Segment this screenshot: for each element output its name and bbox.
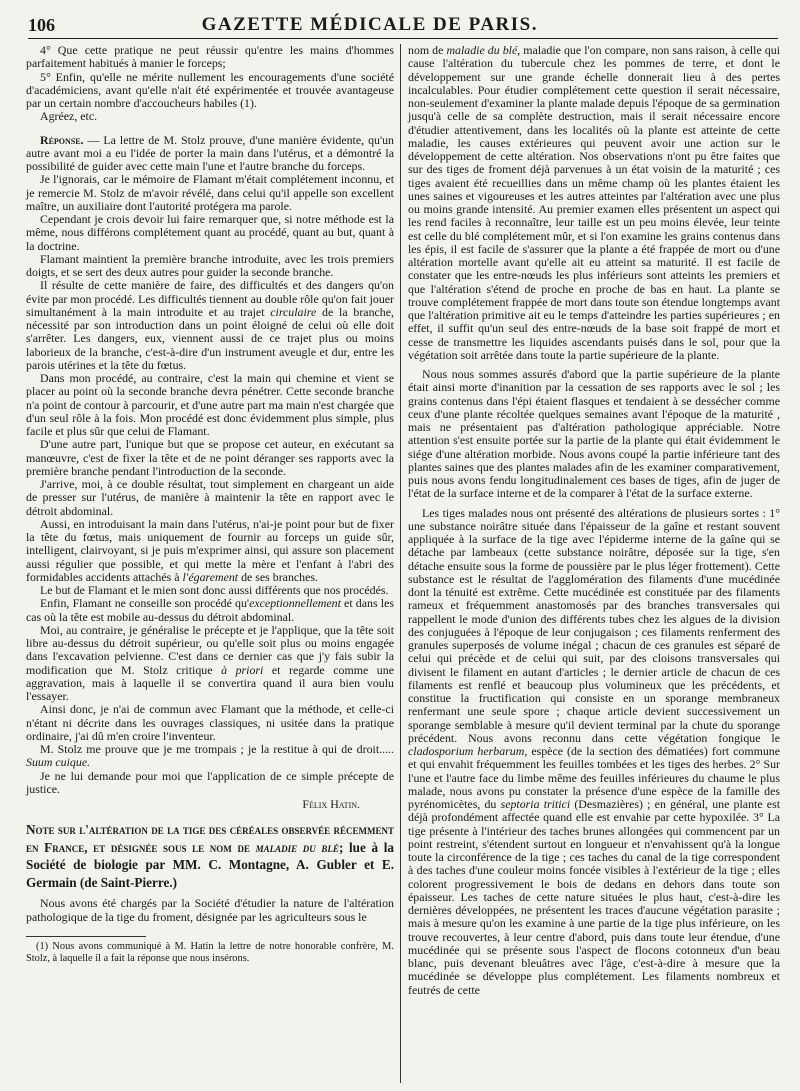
italic-run: à priori bbox=[221, 662, 264, 677]
column-rule bbox=[400, 44, 401, 1083]
text-run: de la branche, nécessité par son introduction dans un point éloigné de celui où elle doit s'arrêter. Les dangers, eux, viennent aussi de ce trajet plus ou moins laborieux de la branche, c'est-à-dire d'un instrument aveugle et dur, entre les parois utérines et la tête du fœtus. bbox=[26, 304, 394, 372]
paragraph: Je ne lui demande pour moi que l'application de ce simple précepte de justice. bbox=[26, 768, 394, 796]
paragraph bbox=[408, 507, 780, 997]
response-paragraph bbox=[26, 134, 394, 174]
paragraph: Flamant maintient la première branche introduite, avec les trois premiers doigts, et se sert des deux autres pour guider la seconde branche. bbox=[26, 251, 394, 279]
paragraph: Ainsi donc, je n'ai de commun avec Flamant que la méthode, et celle-ci n'étant ni décrite dans les ouvrages classiques, ni usitée dans la pratique ordinaire, j'ai dû m'en croire l'inventeur. bbox=[26, 702, 394, 743]
paragraph: Je l'ignorais, car le mémoire de Flamant m'était complétement inconnu, et je remercie M. Stolz de m'avoir révélé, dans celui qu'il appelle son excellent maître, un auxiliaire dont l'autorité protégera ma parole. bbox=[26, 172, 394, 213]
footnote-rule bbox=[26, 936, 146, 937]
page-header bbox=[28, 12, 778, 39]
page-number: 106 bbox=[28, 15, 55, 35]
text-run: (Desmazières) ; en général, une plante est déjà profondément affectée quand elle est envahie par cette hypoxilée. 3° La tige présente à l'intérieur des taches brunes allongées qui commencent par un point restreint, s'étendent surtout en longueur et n'envahissent qu'à la longue toute la circonférence de la tige ; ces taches du canal de la tige correspondent à des taches d'une couleur moins foncée visibles à l'extérieur de la tige ; elles colorent progressivement le bois de dedans en dehors dans toute son épaisseur. Les taches de cette nature situées le plus haut, c'est-à-dire les dernières développées, ne présentent les traces d'aucune végétation parasite ; mais à mesure qu'on les examine à une partie de la tige plus inférieure, on les trouve recouvertes, à leur centre d'abord, puis dans toute leur étendue, d'une mucédinée qui se présente sous l'aspect de flocons cotonneux d'un beau blanc, puis devenant bleuâtres avec l'âge, c'est-à-dire à mesure que la mucédinée se développe plus complétement. Les filaments nombreux et feutrés de cette bbox=[408, 797, 780, 997]
italic-run: cladosporium herbarum bbox=[408, 744, 525, 758]
paragraph: D'une autre part, l'unique but que se propose cet auteur, en exécutant sa manœuvre, c'est de fixer la tête et de ne point déranger ses rapports avec la première branche pendant l'introduction de la seconde. bbox=[26, 437, 394, 478]
footnote: (1) Nous avons communiqué à M. Hatin la lettre de notre honorable confrère, M. Stolz, à laquelle il a fait la réponse que nous insérons. bbox=[26, 940, 394, 965]
title-italic: maladie du blé bbox=[255, 839, 339, 855]
text-run: Il résulte de cette manière de faire, des difficultés et des dangers qu'on évite par mon procédé. Les difficultés tiennent au double rôle qu'on fait jouer simultanément à la main introduite et au trajet bbox=[26, 278, 394, 319]
paragraph bbox=[26, 597, 394, 624]
response-text: — La lettre de M. Stolz prouve, d'une manière évidente, qu'un autre avant moi a eu l'idée de porter la main dans l'utérus, et a démontré la possibilité de guider avec cette main l'une et l'autre branche du forceps. bbox=[26, 132, 394, 173]
paragraph: Dans mon procédé, au contraire, c'est la main qui chemine et vient se placer au point où la seconde branche devra pénétrer. Cette seconde branche n'a point de contour à parcourir, et d'une autre part ma main n'est chargée que d'un seul rôle à la fois. Mon procédé est donc évidemment plus simple, plus facile et plus sûr que celui de Flamant. bbox=[26, 371, 394, 438]
paragraph bbox=[26, 743, 394, 770]
paragraph: Nous nous sommes assurés d'abord que la partie supérieure de la plante était ainsi morte d'inanition par la cessation de ses rapports avec le sol ; les grains contenus dans l'épi étaient flasques et tendaient à se dessécher comme ceux d'une plante récoltée quelques semaines avant l'époque de la maturité , mais ne présentaient pas d'altération pathologique appréciable. Notre attention s'est ensuite portée sur la partie de la plante qui était évidemment le siége d'une altération morbide. Nous avons coupé la partie inférieure tant des plantes saines que des plantes malades afin de les examiner comparativement, puis nous avons fendu longitudinalement ces bases de tiges, afin de juger de l'état de la surface interne et de la comparer à l'état de la surface externe. bbox=[408, 367, 780, 501]
paragraph: Le but de Flamant et le mien sont donc aussi différents que nos procédés. bbox=[40, 583, 389, 597]
italic-run: septoria tritici bbox=[500, 797, 571, 811]
text-run: M. Stolz me prouve que je me trompais ; je la restitue à qui de droit..... bbox=[40, 742, 394, 756]
paragraph bbox=[408, 44, 780, 362]
paragraph bbox=[26, 279, 394, 372]
italic-run: exceptionnellement bbox=[249, 596, 341, 611]
italic-run: Suum cuique. bbox=[26, 755, 91, 770]
right-column bbox=[408, 44, 780, 997]
text-run: Les tiges malades nous ont présenté des altérations de plusieurs sortes : 1° une substance noirâtre située dans l'épaisseur de la gaîne et restant souvent appliquée à la surface de la tige avec l'épiderme interne de la gaîne qui se détache par lambeaux (cette substance noirâtre, déposée sur la tige, s'en détache ensuite sous la forme de poussière par le plus léger frottement). Cette substance est le résultat de l'agglomération des filaments d'une mucédinée dont la ténuité est extrême. Cette mucédinée est constituée par des filaments rameux et fréquemment anastomosés par des branches transversales qui rappellent le mode d'union des différents tubes chez les algues de la division des conjuguées à l'époque de leur conjugaison ; ces filaments renferment des granules superposés de volume inégal ; chacun de ces granules est séparé de celui qui précède et de celui qui suit, par des cloisons transversales qui divisent le filament en autant d'articles ; le dernier article de chacun de ces filaments est renflé et beaucoup plus volumineux que les précédents, et constitue la fructification qui consiste en un sporange membraneux renfermant une seule spore ; chaque article devient successivement un sporange semblable à mesure qu'il devient terminal par la chute du sporange précédent. Nous avons reconnu dans cette végétation fongique le bbox=[408, 505, 780, 745]
paragraph bbox=[26, 518, 394, 584]
paragraph: 5° Enfin, qu'elle ne mérite nullement les encouragements d'une société d'académiciens, avant qu'elle n'ait été expérimentée et trouvée avantageuse par un certain nombre d'accoucheurs habiles (1). bbox=[26, 69, 394, 110]
paragraph: 4° Que cette pratique ne peut réussir qu'entre les mains d'hommes parfaitement habitués à manier le forceps; bbox=[26, 43, 394, 71]
text-run: nom de bbox=[408, 43, 447, 57]
text-run: Moi, au contraire, je généralise le précepte et je l'applique, que la tête soit libre au-dessus du détroit supérieur, ou qu'elle soit plus ou moins engagée dans l'excavation pelvienne. C'est dans ce dernier cas que j'y fais subir la modification que M. Stolz critique bbox=[26, 622, 394, 677]
signature: Félix Hatin. bbox=[302, 797, 360, 811]
text-run: Aussi, en introduisant la main dans l'utérus, n'ai-je point pour but de fixer la tête du fœtus, mais uniquement de fournir au forceps un guide sûr, intelligent, clairvoyant, si je puis m'exprimer ainsi, qui assure son placement aussi régulier que possible, et qui mette la mère et l'enfant à l'abri des formidables accidents attachés à bbox=[26, 516, 394, 584]
title-text: ; lue à la Société de biologie par MM. C. Montagne, A. Gubler et E. Germain (de Saint-Pierre.) bbox=[26, 839, 394, 890]
text-run: , espèce (de la section des dématiées) fort commune et qui envahit fréquemment les feuilles tombées et les tiges des herbes. 2° Sur l'une et l'autre face du limbe même des feuilles inférieures du chaume le plus malade, nous avons pu constater la présence d'une espèce de la famille des pyrénomicètes, du bbox=[408, 744, 780, 811]
paragraph: J'arrive, moi, à ce double résultat, tout simplement en chargeant un aide de presser sur l'utérus, de manière à maintenir la tête en rapport avec le détroit abdominal. bbox=[26, 477, 394, 518]
paragraph: Cependant je crois devoir lui faire remarquer que, si notre méthode est la même, nous différons complétement quant au procédé, quant au but, quant à la doctrine. bbox=[26, 212, 394, 253]
response-label: Réponse. bbox=[40, 132, 84, 147]
text-run: et dans les cas où la tête est mobile au-dessus du détroit abdominal. bbox=[26, 596, 394, 624]
text-run: , maladie que l'on compare, non sans raison, à celle qui cause l'altération du tubercule chez les pommes de terre, et dont le développement sur une grande échelle donnerait lieu à des pertes incalculables. Pour étudier complétement cette question il serait nécessaire, non-seulement d'examiner la plante malade depuis l'époque de sa germination jusqu'à celle de sa complète destruction, mais il serait nécessaire encore d'étudier attentivement, dans les localités où la plante est atteinte de cette maladie, les causes extérieures qui peuvent avoir une action sur le développement de cette altération. Nos observations n'ont pu être faites que sur des tiges de froment déjà parvenues à un état voisin de la maturité ; ces tiges avaient été recueillies dans un même champ où les plantes étaient les unes saines et vigoureuses et les autres atteintes par l'altération avec une plus ou moins grande intensité. Au premier examen elles présentent un aspect qui les rend faciles à reconnaître, leur taille est un peu moins élevée, leur teinte est celle du blé complétement mûr, et si l'on examine les grains contenus dans les épis, il est facile de s'assurer que la plante a été frappée de mort ou d'une altération mortelle avant qu'elle ait eu atteint sa maturité. Il est facile de constater que les entre-nœuds les plus inférieurs sont atteints les premiers et que l'altération s'étend de proche en proche de bas en haut. La plante se trouve complétement frappée de mort dans toute son étendue longtemps avant que l'altération primitive ait eu le temps d'atteindre les parties supérieures ; en effet, il suffit qu'un seul des entre-nœuds de la base soit frappé de mort et cesse de transmettre les liquides ascendants puisés dans le sol, pour que la végétation soit arrêtée dans toute la partie supérieure de la plante. bbox=[408, 43, 780, 362]
italic-run: l'égarement bbox=[182, 569, 239, 584]
text-run: Enfin, Flamant ne conseille son procédé qu' bbox=[40, 596, 250, 611]
text-run: et regarde comme une aggravation, mais à laquelle il se convertira quand il aura bien voulu l'essayer. bbox=[26, 662, 394, 703]
paragraph: Agréez, etc. bbox=[40, 109, 98, 124]
paragraph bbox=[26, 624, 394, 704]
title-text: Note sur l'altération de la tige des céréales observée récemment en France, et désignée sous le nom de bbox=[26, 822, 394, 855]
italic-run: maladie du blé bbox=[446, 43, 518, 57]
text-run: de ses branches. bbox=[238, 569, 318, 584]
italic-run: circulaire bbox=[270, 304, 317, 319]
left-column bbox=[26, 44, 394, 966]
article-title bbox=[26, 821, 394, 891]
journal-title: GAZETTE MÉDICALE DE PARIS. bbox=[201, 14, 538, 35]
paragraph: Nous avons été chargés par la Société d'étudier la nature de l'altération pathologique de la tige du froment, désignée par les agriculteurs sous le bbox=[26, 896, 394, 924]
